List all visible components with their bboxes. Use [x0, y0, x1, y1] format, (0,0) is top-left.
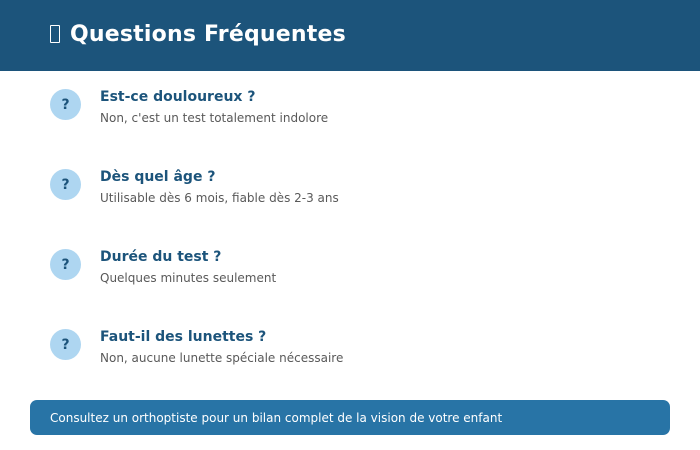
faq-item — [50, 249, 670, 299]
question-mark-icon: ? — [50, 89, 81, 120]
question-mark-icon: ? — [50, 249, 81, 280]
faq-question: Faut-il des lunettes ? — [100, 329, 267, 345]
faq-answer: Non, c'est un test totalement indolore — [100, 111, 329, 125]
faq-item — [50, 89, 670, 139]
question-mark-icon: ? — [50, 169, 81, 200]
footer-banner — [30, 400, 670, 435]
page-title: Questions Fréquentes — [70, 21, 346, 47]
faq-item — [50, 329, 670, 379]
faq-question: Est-ce douloureux ? — [100, 89, 256, 105]
footer-text: Consultez un orthoptiste pour un bilan complet de la vision de votre enfant — [50, 410, 503, 425]
question-mark-icon: ? — [50, 329, 81, 360]
faq-answer: Utilisable dès 6 mois, fiable dès 2-3 ans — [100, 191, 339, 205]
faq-question: Durée du test ? — [100, 249, 222, 265]
faq-answer: Non, aucune lunette spéciale nécessaire — [100, 351, 344, 365]
faq-question: Dès quel âge ? — [100, 169, 216, 185]
faq-answer: Quelques minutes seulement — [100, 271, 277, 285]
faq-item — [50, 169, 670, 219]
